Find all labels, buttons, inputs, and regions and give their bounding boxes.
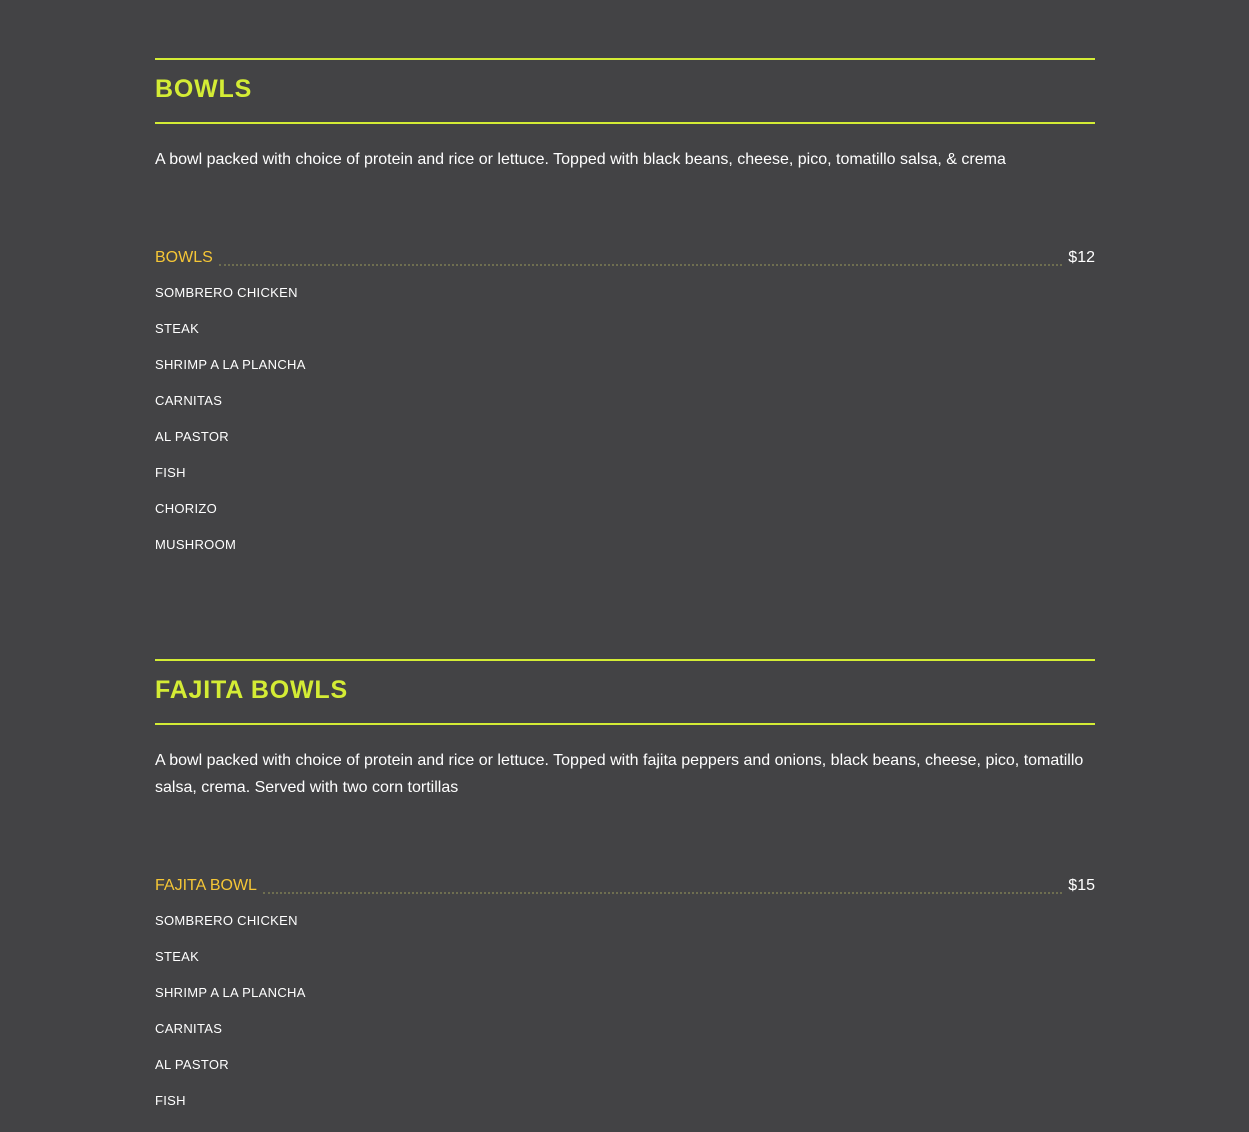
menu-item-name: FAJITA BOWL bbox=[155, 877, 257, 894]
menu-section-bowls bbox=[155, 58, 1095, 552]
dotted-leader bbox=[219, 263, 1063, 266]
protein-options-list bbox=[155, 284, 1095, 572]
list-item: FISH bbox=[155, 1093, 186, 1108]
list-item: FISH bbox=[155, 465, 186, 480]
list-item: MUSHROOM bbox=[155, 537, 237, 552]
dotted-leader bbox=[263, 891, 1062, 894]
list-item: SHRIMP A LA PLANCHA bbox=[155, 357, 306, 372]
list-item: SOMBRERO CHICKEN bbox=[155, 285, 298, 300]
menu-item-price: $15 bbox=[1068, 877, 1095, 894]
menu-item-price: $12 bbox=[1068, 249, 1095, 266]
section-title: BOWLS bbox=[155, 75, 253, 103]
list-item: STEAK bbox=[155, 949, 200, 964]
section-header bbox=[155, 58, 1095, 124]
menu-item-row bbox=[155, 244, 1095, 268]
section-title: FAJITA BOWLS bbox=[155, 676, 348, 704]
list-item: SOMBRERO CHICKEN bbox=[155, 913, 298, 928]
section-header bbox=[155, 659, 1095, 725]
list-item: AL PASTOR bbox=[155, 1057, 229, 1072]
list-item: CARNITAS bbox=[155, 393, 223, 408]
list-item: SHRIMP A LA PLANCHA bbox=[155, 985, 306, 1000]
list-item: CARNITAS bbox=[155, 1021, 223, 1036]
menu-item-name: BOWLS bbox=[155, 249, 213, 266]
section-description: A bowl packed with choice of protein and rice or lettuce. Topped with fajita peppers and onions, black beans, cheese, pico, tomatillo salsa, crema. Served with two corn tortillas bbox=[155, 752, 1084, 796]
section-description: A bowl packed with choice of protein and rice or lettuce. Topped with black beans, cheese, pico, tomatillo salsa, & crema bbox=[155, 151, 1006, 168]
menu-item-row bbox=[155, 872, 1095, 896]
list-item: AL PASTOR bbox=[155, 429, 229, 444]
menu-section-fajita-bowls bbox=[155, 659, 1095, 1108]
list-item: CHORIZO bbox=[155, 501, 218, 516]
protein-options-list bbox=[155, 912, 1095, 1128]
list-item: STEAK bbox=[155, 321, 200, 336]
